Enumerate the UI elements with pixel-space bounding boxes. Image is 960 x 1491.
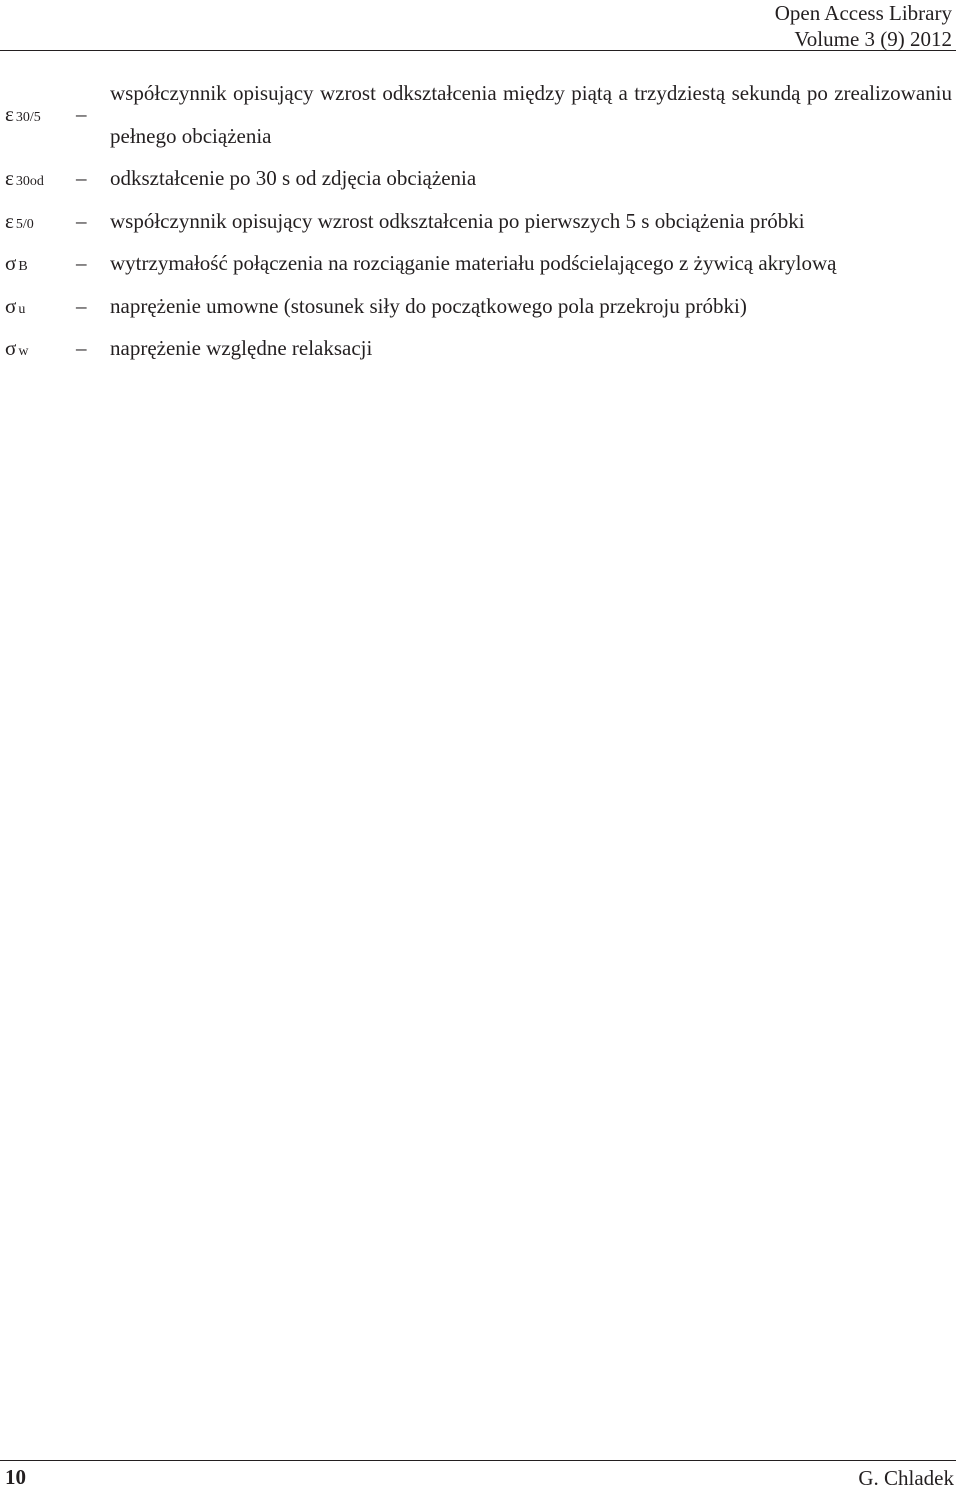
symbol-description: współczynnik opisujący wzrost odkształcenia po pierwszych 5 s obciążenia próbki [110, 208, 805, 233]
page-number: 10 [5, 1465, 26, 1489]
symbol-description: naprężenie względne relaksacji [110, 336, 373, 360]
dash: – [76, 293, 87, 318]
symbol-description: współczynnik opisujący wzrost odkształcenia między piątą a trzydziestą sekundą po zrealizowaniu pełnego obciążenia [110, 81, 952, 148]
dash: – [76, 336, 87, 360]
symbol-list [0, 72, 956, 370]
dash: – [76, 166, 87, 190]
symbol: ε 30/5 [5, 102, 41, 127]
publisher-name: Open Access Library [774, 1, 952, 25]
symbol-description: odkształcenie po 30 s od zdjęcia obciążenia [110, 166, 477, 190]
symbol: σ u [5, 293, 26, 318]
symbol-row-sigma-u [0, 285, 956, 328]
running-footer-author: G. Chladek [858, 1466, 954, 1490]
symbol-row-sigma-w [0, 327, 956, 370]
symbol-row-eps-5-0 [0, 200, 956, 243]
symbol: σ B [5, 251, 28, 275]
dash: – [76, 251, 87, 275]
footer-divider [0, 1460, 956, 1461]
volume-info: Volume 3 (9) 2012 [794, 27, 952, 51]
running-header [775, 0, 952, 52]
symbol-description: naprężenie umowne (stosunek siły do początkowego pola przekroju próbki) [110, 293, 747, 318]
dash: – [76, 102, 87, 127]
symbol-row-eps-30od [0, 157, 956, 200]
symbol-row-sigma-b [0, 242, 956, 285]
symbol-description: wytrzymałość połączenia na rozciąganie materiału podścielającego z żywicą akrylową [110, 251, 837, 275]
dash: – [76, 208, 87, 233]
symbol: ε 30od [5, 166, 44, 190]
header-divider [0, 50, 956, 51]
symbol: σ w [5, 336, 29, 360]
symbol-row-eps-30-5 [0, 72, 956, 157]
symbol: ε 5/0 [5, 208, 34, 233]
